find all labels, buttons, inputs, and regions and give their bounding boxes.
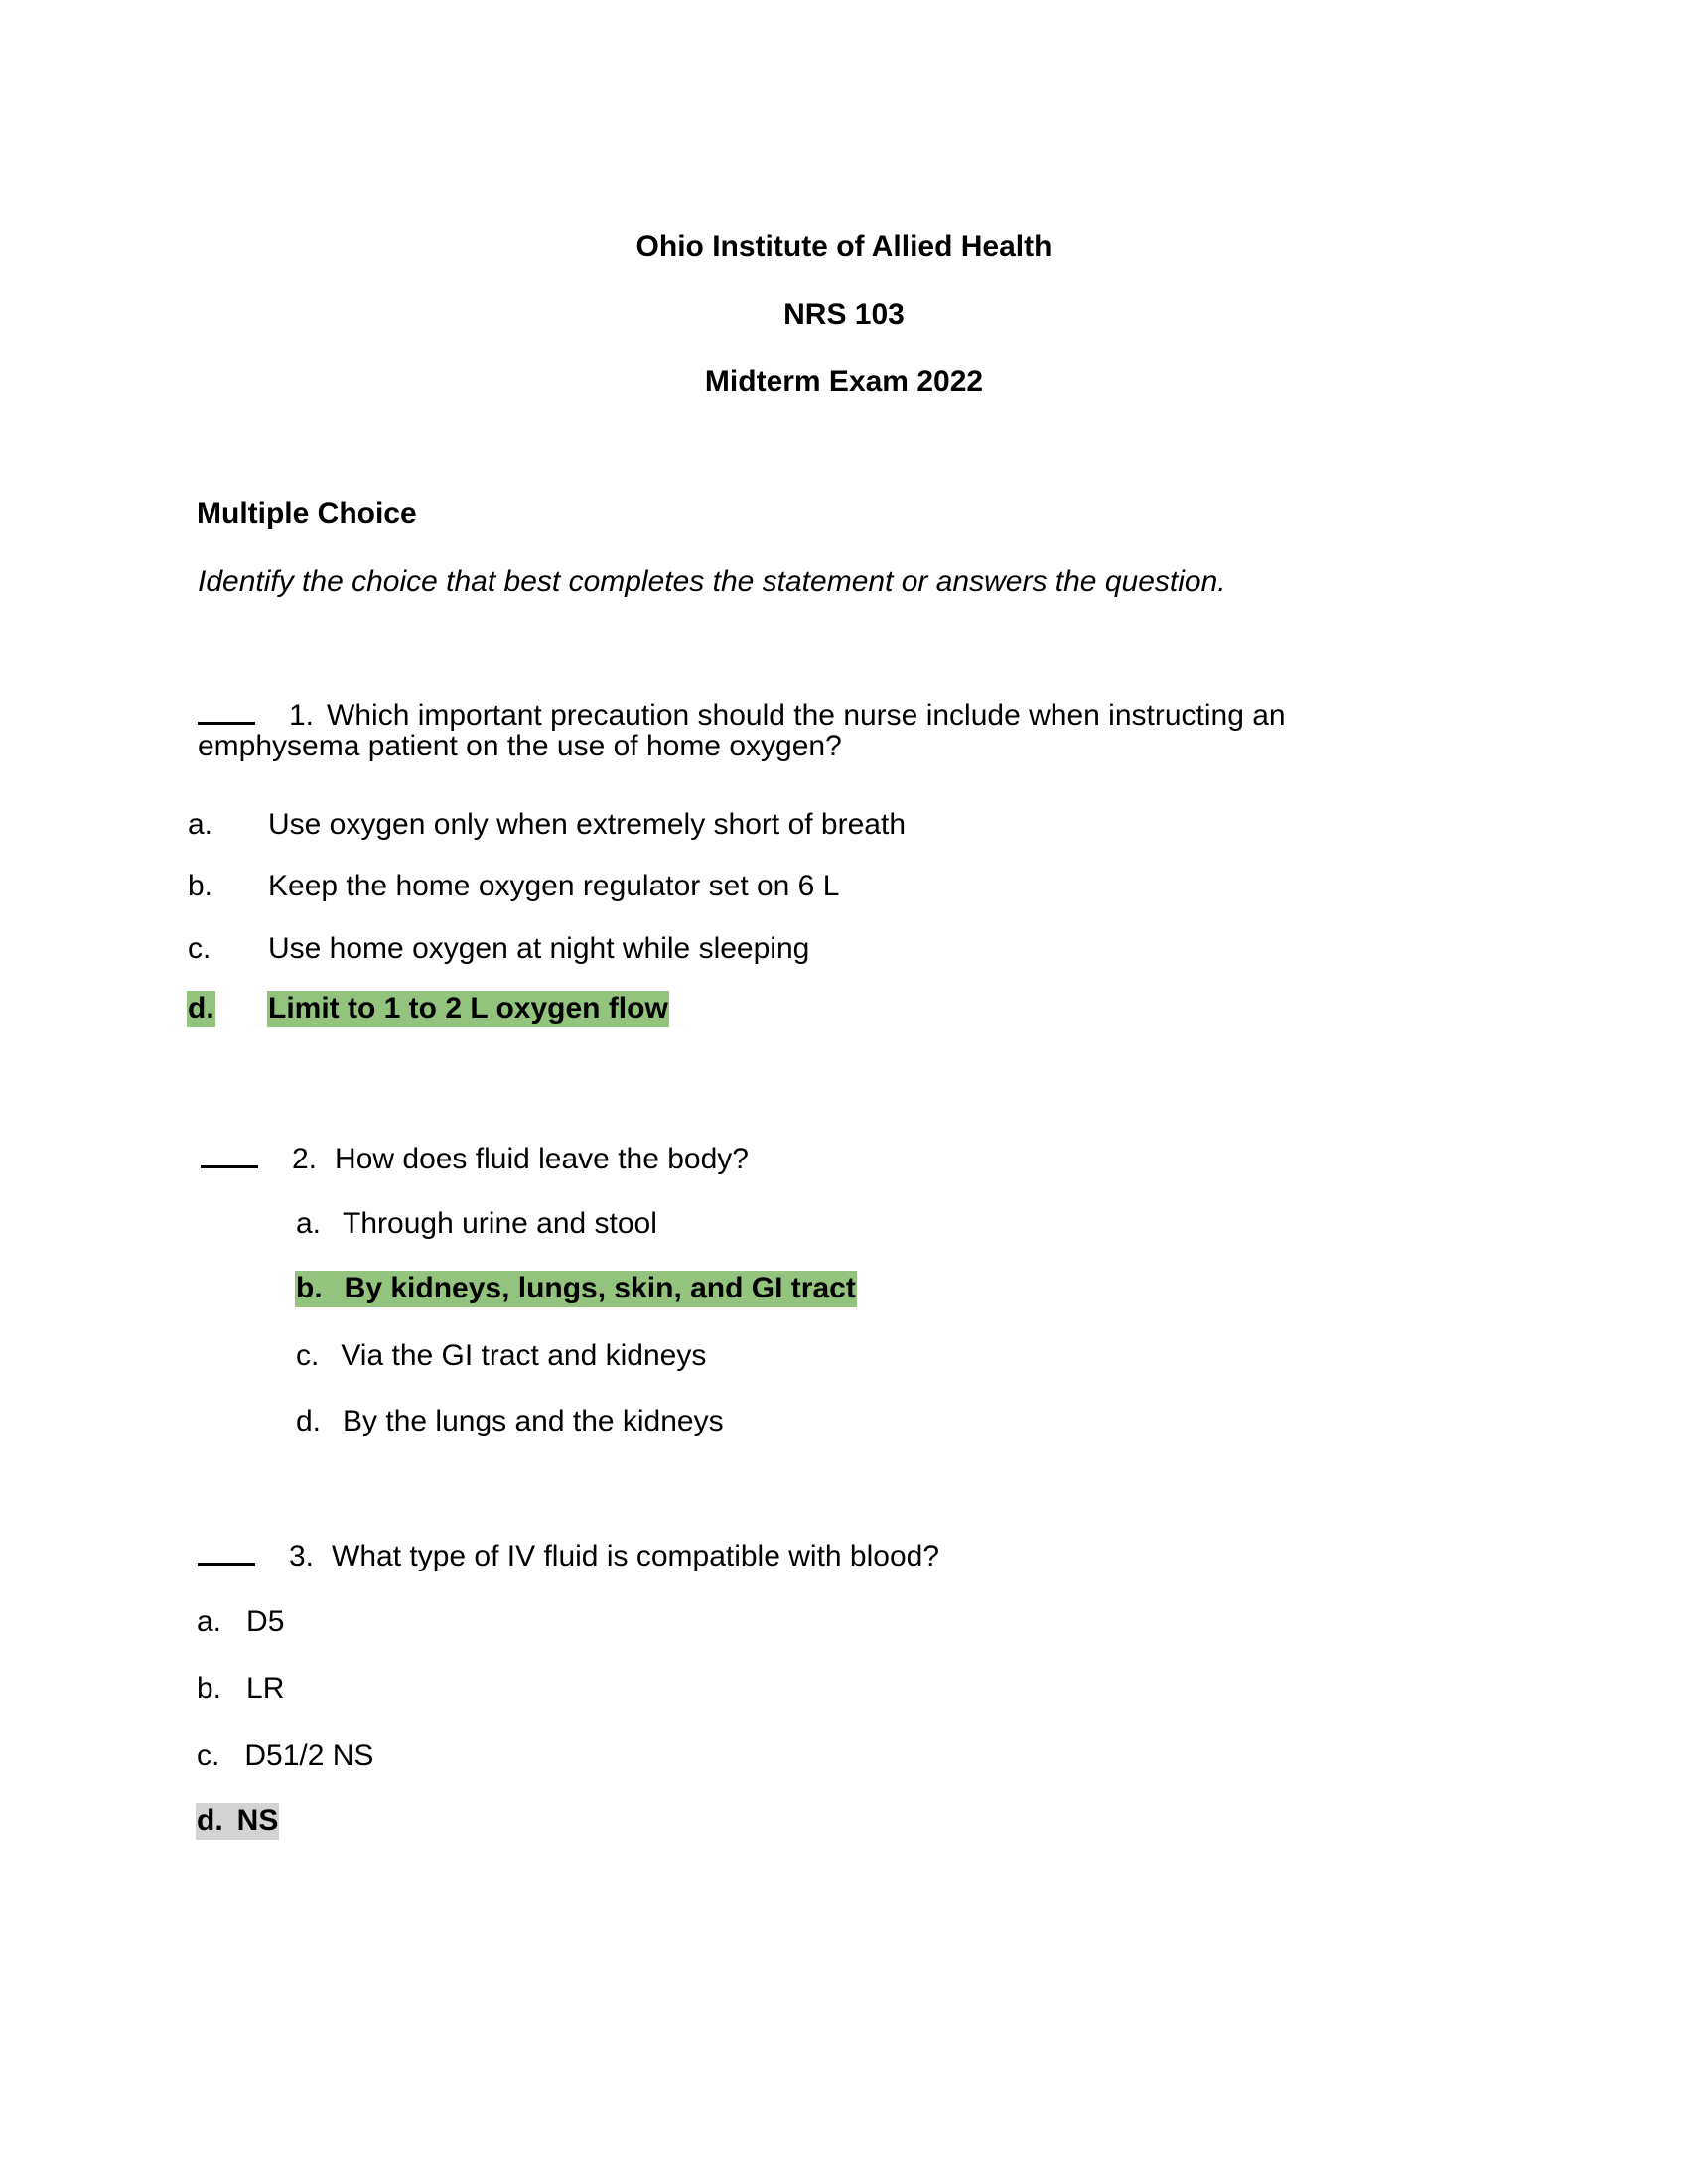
course-text: NRS 103 — [783, 298, 905, 331]
question-2-number: 2. — [292, 1143, 318, 1175]
q1-option-b[interactable]: Keep the home oxygen regulator set on 6 L — [268, 870, 840, 902]
question-1-line1 — [198, 700, 1286, 731]
question-3 — [198, 1541, 939, 1571]
exam-title — [0, 367, 1688, 397]
question-1-number: 1. — [289, 699, 315, 732]
q2-option-a[interactable] — [296, 1209, 657, 1239]
institution-text: Ohio Institute of Allied Health — [635, 230, 1053, 263]
q3-option-d-correct[interactable] — [196, 1803, 279, 1840]
q3-option-b-letter: b. — [197, 1672, 222, 1705]
question-3-number: 3. — [289, 1540, 315, 1572]
q3-option-c-letter: c. — [197, 1739, 220, 1772]
course-code — [0, 300, 1688, 330]
q3-option-d-letter: d. — [197, 1804, 223, 1837]
question-2 — [201, 1144, 749, 1174]
q1-option-d-letter: d. — [187, 991, 215, 1027]
question-3-text: What type of IV fluid is compatible with blood? — [332, 1540, 940, 1572]
q1-option-c-letter: c. — [188, 932, 211, 965]
q3-option-c-text: D51/2 NS — [244, 1739, 374, 1772]
answer-blank-1[interactable] — [198, 700, 255, 725]
answer-blank-3[interactable] — [198, 1541, 255, 1566]
question-1-text: Which important precaution should the nurse include when instructing an — [327, 699, 1286, 732]
question-1-line2: emphysema patient on the use of home oxygen? — [198, 730, 842, 762]
q1-option-c[interactable]: Use home oxygen at night while sleeping — [268, 932, 810, 965]
q2-option-d-letter: d. — [296, 1405, 322, 1437]
answer-blank-2[interactable] — [201, 1144, 258, 1168]
q2-option-c-text: Via the GI tract and kidneys — [341, 1339, 707, 1372]
q3-option-a-text: D5 — [246, 1605, 285, 1638]
q2-option-a-letter: a. — [296, 1207, 322, 1240]
q2-option-d[interactable] — [296, 1407, 724, 1436]
q1-option-b-letter: b. — [188, 870, 213, 902]
q3-option-d-text: NS — [236, 1804, 279, 1837]
q2-option-d-text: By the lungs and the kidneys — [343, 1405, 724, 1437]
q2-option-a-text: Through urine and stool — [343, 1207, 657, 1240]
q3-option-a[interactable] — [197, 1607, 284, 1637]
section-instructions: Identify the choice that best completes the statement or answers the question. — [198, 565, 1226, 598]
q3-option-a-letter: a. — [197, 1605, 222, 1638]
q1-option-d-correct[interactable]: Limit to 1 to 2 L oxygen flow — [267, 991, 669, 1027]
section-title: Multiple Choice — [197, 497, 417, 530]
q3-option-b-text: LR — [246, 1672, 285, 1705]
question-2-text: How does fluid leave the body? — [335, 1143, 749, 1175]
q2-option-b-text: By kidneys, lungs, skin, and GI tract — [344, 1272, 856, 1304]
q3-option-c[interactable] — [197, 1741, 373, 1771]
q2-option-b-correct[interactable] — [295, 1271, 857, 1307]
q2-option-b-letter: b. — [296, 1272, 323, 1304]
q2-option-c-letter: c. — [296, 1339, 320, 1372]
q1-option-a[interactable]: Use oxygen only when extremely short of breath — [268, 808, 906, 841]
q3-option-b[interactable] — [197, 1674, 284, 1704]
q2-option-c[interactable] — [296, 1341, 706, 1371]
institution-title — [0, 232, 1688, 262]
q1-option-a-letter: a. — [188, 808, 213, 841]
exam-text: Midterm Exam 2022 — [704, 365, 984, 398]
